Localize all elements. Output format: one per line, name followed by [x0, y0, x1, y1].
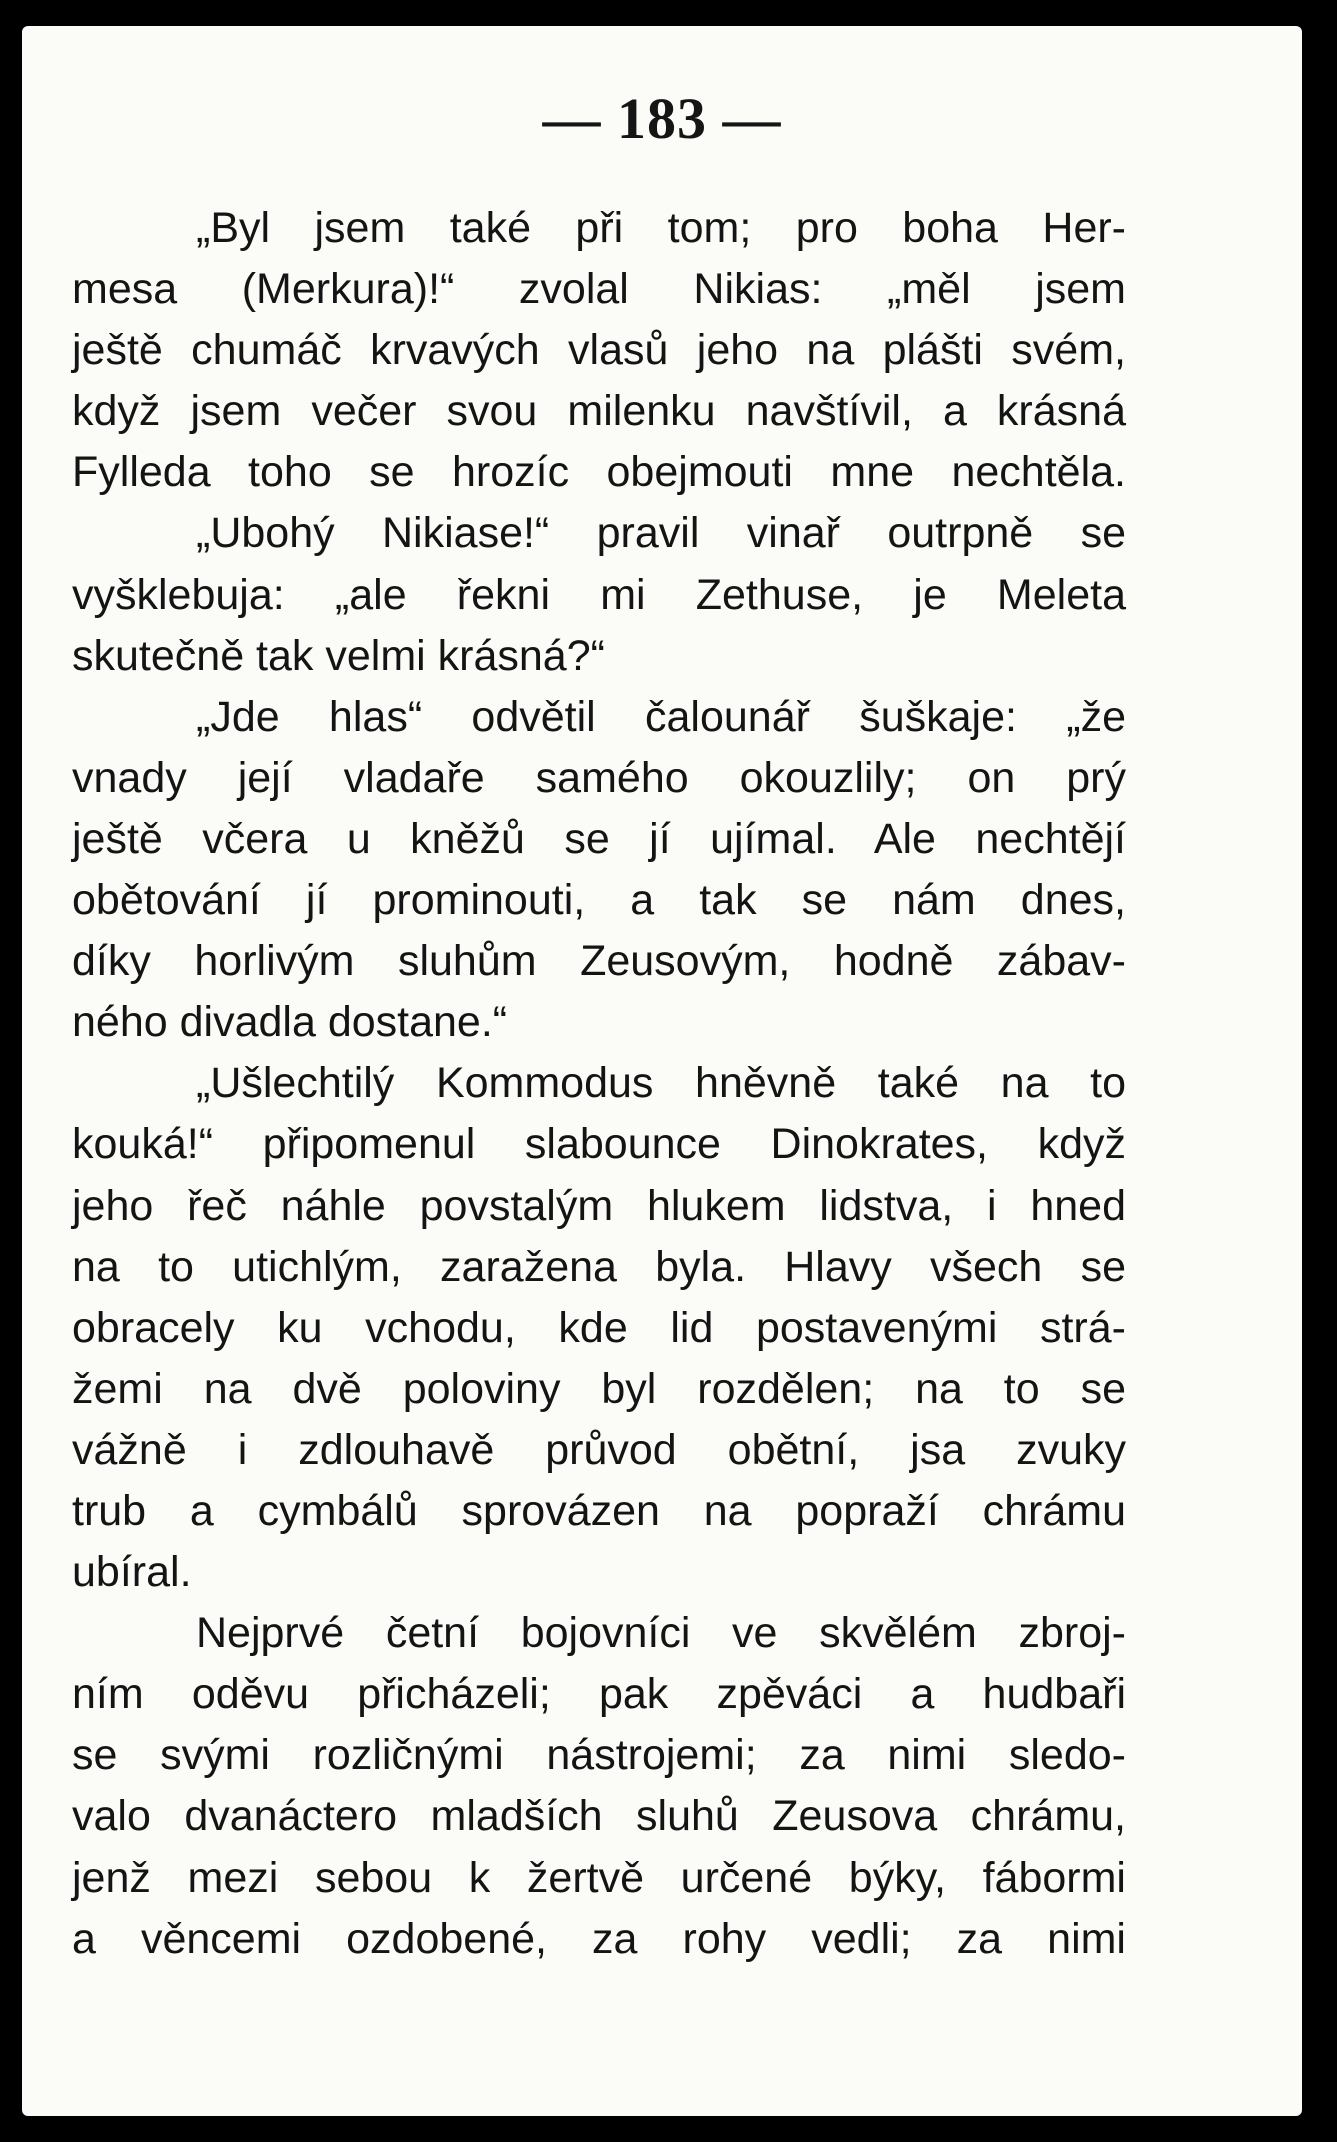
text-line: jenž mezi sebou k žertvě určené býky, fábormi: [72, 1853, 1126, 1902]
text-line: na to utichlým, zaražena byla. Hlavy všech se: [72, 1242, 1126, 1291]
text-line: ještě chumáč krvavých vlasů jeho na plášti svém,: [72, 326, 1126, 375]
text-line: skutečně tak velmi krásná?“: [72, 631, 605, 680]
body-text: [72, 198, 1126, 1970]
text-line: jeho řeč náhle povstalým hlukem lidstva, i hned: [72, 1181, 1126, 1230]
text-line: „Ušlechtilý Kommodus hněvně také na to: [196, 1059, 1126, 1108]
text-line: a věncemi ozdobené, za rohy vedli; za nimi: [72, 1914, 1126, 1963]
text-line: se svými rozličnými nástrojemi; za nimi sledo-: [72, 1731, 1126, 1780]
text-line: „Jde hlas“ odvětil čalounář šuškaje: „že: [196, 692, 1126, 741]
text-line: „Ubohý Nikiase!“ pravil vinař outrpně se: [196, 509, 1126, 558]
text-line: ného divadla dostane.“: [72, 998, 508, 1047]
text-line: obětování jí prominouti, a tak se nám dnes,: [72, 876, 1126, 925]
text-line: mesa (Merkura)!“ zvolal Nikias: „měl jsem: [72, 265, 1126, 314]
text-line: „Byl jsem také při tom; pro boha Her-: [196, 204, 1126, 252]
text-line: vnady její vladaře samého okouzlily; on prý: [72, 753, 1126, 802]
text-line: ještě včera u kněžů se jí ujímal. Ale nechtějí: [72, 814, 1126, 863]
text-line: vyšklebuja: „ale řekni mi Zethuse, je Meleta: [72, 570, 1126, 619]
text-line: trub a cymbálů sprovázen na popraží chrámu: [72, 1486, 1126, 1535]
text-line: když jsem večer svou milenku navštívil, a krásná: [72, 387, 1126, 436]
text-line: kouká!“ připomenul slabounce Dinokrates, když: [72, 1120, 1126, 1169]
page-number: — 183 —: [542, 86, 782, 151]
text-line: vážně i zdlouhavě průvod obětní, jsa zvuky: [72, 1425, 1126, 1474]
text-line: žemi na dvě poloviny byl rozdělen; na to se: [72, 1364, 1126, 1413]
text-line: ním oděvu přicházeli; pak zpěváci a hudbaři: [72, 1670, 1126, 1719]
text-line: obracely ku vchodu, kde lid postavenými strá-: [72, 1303, 1126, 1352]
text-line: díky horlivým sluhům Zeusovým, hodně zábav-: [72, 937, 1126, 986]
text-line: Fylleda toho se hrozíc obejmouti mne nechtěla.: [72, 448, 1126, 497]
text-line: ubíral.: [72, 1548, 192, 1597]
text-line: valo dvanáctero mladších sluhů Zeusova chrámu,: [72, 1792, 1126, 1841]
text-line: Nejprvé četní bojovníci ve skvělém zbroj-: [196, 1609, 1126, 1658]
book-page: [22, 26, 1302, 2116]
